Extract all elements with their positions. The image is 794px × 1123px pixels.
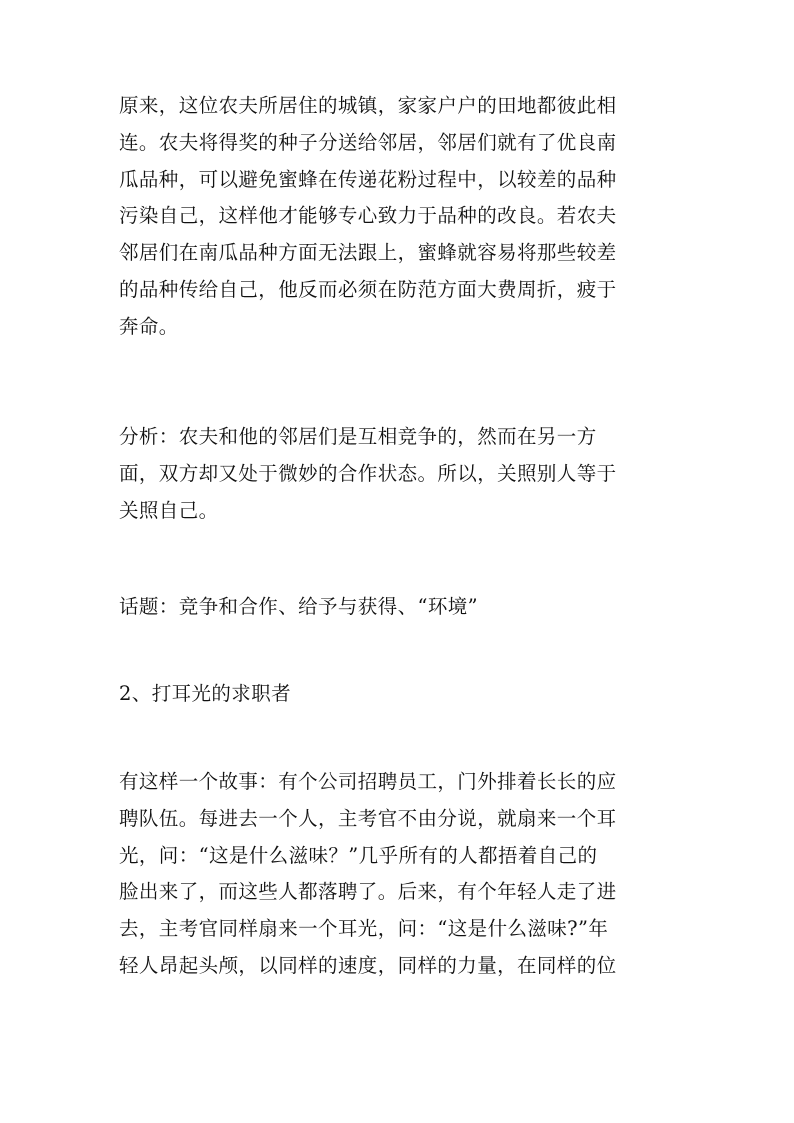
paragraph-analysis — [119, 419, 699, 529]
paragraph-topics — [119, 589, 699, 626]
text-line: 关照自己。 — [119, 498, 219, 522]
text-line: 分析：农夫和他的邻居们是互相竞争的，然而在另一方 — [119, 425, 597, 448]
text-line: 面，双方却又处于微妙的合作状态。所以，关照别人等于 — [119, 461, 617, 485]
text-line: 话题：竞争和合作、给予与获得、“环境” — [119, 595, 479, 618]
text-line: 2、打耳光的求职者 — [119, 682, 292, 705]
text-line: 原来，这位农夫所居住的城镇，家家户户的田地都彼此相 — [119, 94, 617, 117]
text-line: 光，问：“这是什么滋味？”几乎所有的人都捂着自己的 — [119, 843, 598, 867]
text-line: 轻人昂起头颅，以同样的速度，同样的力量，在同样的位 — [119, 953, 617, 977]
text-line: 脸出来了，而这些人都落聘了。后来，有个年轻人走了进 — [119, 880, 617, 904]
text-line: 的品种传给自己，他反而必须在防范方面大费周折，疲于 — [119, 277, 617, 301]
text-line: 有这样一个故事：有个公司招聘员工，门外排着长长的应 — [119, 770, 617, 793]
text-line: 瓜品种，可以避免蜜蜂在传递花粉过程中，以较差的品种 — [119, 167, 617, 191]
text-line: 去，主考官同样扇来一个耳光，问：“这是什么滋味?”年 — [119, 917, 609, 941]
text-line: 奔命。 — [119, 314, 179, 338]
text-line: 连。农夫将得奖的种子分送给邻居，邻居们就有了优良南 — [119, 130, 617, 154]
section-heading — [119, 676, 699, 713]
text-line: 聘队伍。每进去一个人，主考官不由分说，就扇来一个耳 — [119, 806, 617, 830]
text-line: 邻居们在南瓜品种方面无法跟上，蜜蜂就容易将那些较差 — [119, 241, 617, 265]
paragraph-slap-story — [119, 764, 699, 985]
text-line: 污染自己，这样他才能够专心致力于品种的改良。若农夫 — [119, 204, 617, 228]
paragraph-pumpkin-story — [119, 88, 699, 346]
